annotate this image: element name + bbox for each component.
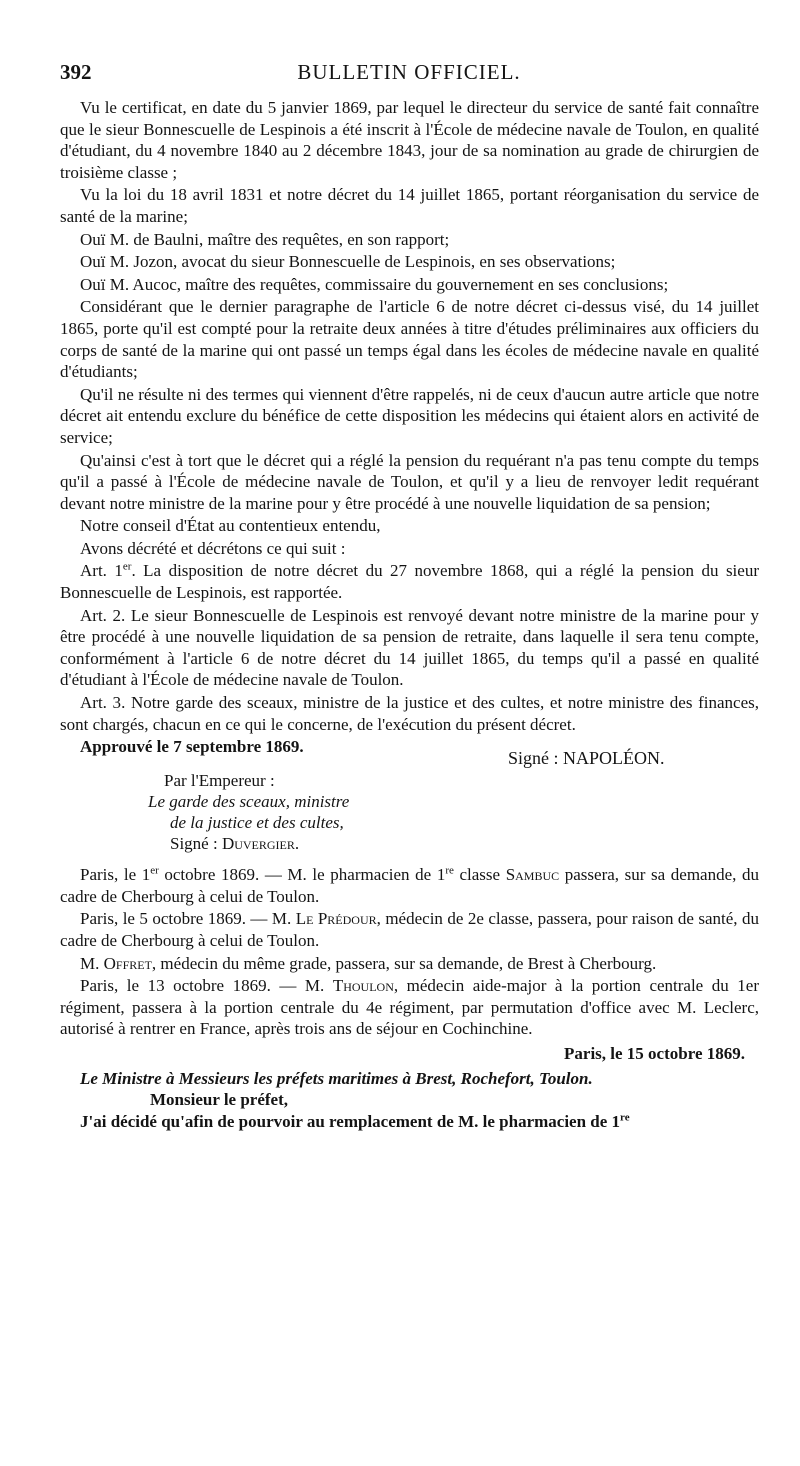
approval-line: Approuvé le 7 septembre 1869. [80, 737, 304, 757]
page-body [60, 97, 759, 1133]
paragraph: Notre conseil d'État au contentieux entendu, [80, 516, 381, 536]
notice-4 [60, 975, 759, 1040]
notice-text: M. [80, 953, 104, 973]
notice-text: , médecin aide-major à la portion centrale du 1er régiment, passera à la portion centrale du 4e régiment, par permutation d'office avec M. Leclerc, autorisé à rentrer en France, après trois ans de séjour en Cochinchine. [60, 976, 759, 1039]
officer-name: Thoulon [332, 976, 394, 996]
par-empereur: Par l'Empereur : [164, 771, 275, 791]
notice-text: passera, sur sa demande, du cadre de Cherbourg à celui de Toulon. [60, 865, 760, 906]
article-sup: er [122, 560, 132, 573]
imperial-signature: Signé : NAPOLÉON. [508, 748, 665, 769]
minister-name: Duvergier. [221, 834, 300, 854]
notice-3 [60, 953, 759, 975]
paragraph: Ouï M. Aucoc, maître des requêtes, commissaire du gouvernement en ses conclusions; [80, 274, 669, 294]
paragraph: Qu'il ne résulte ni des termes qui viennent d'être rappelés, ni de ceux d'aucun autre article que notre décret ait entendu exclure du bénéfice de cette disposition les médecins qui étaient alors en activité de service; [60, 384, 759, 447]
paragraph: Ouï M. de Baulni, maître des requêtes, en son rapport; [80, 229, 450, 249]
article-3 [60, 692, 759, 735]
minister-role-line1: Le garde des sceaux, ministre [148, 792, 350, 812]
notice-1 [60, 864, 759, 907]
signed-prefix: Signé : [170, 834, 222, 854]
letter-opening-sup: re [620, 1111, 630, 1124]
article-text: . La disposition de notre décret du 27 novembre 1868, qui a réglé la pension du sieur Bonnescuelle de Lespinois, est rapportée. [60, 561, 759, 603]
countersignature [148, 770, 448, 854]
article-2 [60, 605, 759, 691]
paragraph: Avons décrété et décrétons ce qui suit : [80, 538, 346, 558]
officer-name: Sambuc [505, 865, 560, 885]
article-text: . Le sieur Bonnescuelle de Lespinois est renvoyé devant notre ministre de la marine pour y être procédé à une nouvelle liquidation de sa pension de retraite, dans laquelle il sera tenu compte, conformément à l'article 6 de notre décret du 14 juillet 1865, du temps qu'il a passé en qualité d'étudiant à l'École de médecine navale de Toulon. [60, 605, 759, 690]
letter-date: Paris, le 15 octobre 1869. [564, 1043, 745, 1063]
page-header [60, 60, 758, 90]
paragraph: Qu'ainsi c'est à tort que le décret qui a réglé la pension du requérant n'a pas tenu compte du temps qu'il a passé à l'École de médecine navale de Toulon, et qu'il y a lieu de renvoyer ledit requérant devant notre ministre de la marine pour y être procédé à une nouvelle liquidation de sa pension; [60, 450, 759, 513]
running-title: BULLETIN OFFICIEL. [297, 60, 521, 84]
notice-text: , médecin de 2e classe, passera, pour raison de santé, du cadre de Cherbourg à celui de Toulon. [60, 909, 759, 950]
notice-text: Paris, le 5 octobre 1869. — M. [80, 909, 296, 929]
minister-signature [148, 833, 448, 854]
notice-sup: re [445, 864, 454, 877]
paragraph: Vu le certificat, en date du 5 janvier 1869, par lequel le directeur du service de santé fait connaître que le sieur Bonnescuelle de Lespinois a été inscrit à l'École de médecine navale de Toulon, en qualité d'étudiant, du 4 novembre 1840 au 2 décembre 1843, jour de sa nomination au grade de chirurgien de troisième classe ; [60, 98, 759, 182]
officer-name: Offret [103, 953, 152, 973]
signature-block [60, 736, 759, 864]
paragraph: Considérant que le dernier paragraphe de l'article 6 de notre décret ci-dessus visé, du 14 juillet 1865, porte qu'il est compté pour la retraite deux années à titre d'études préliminaires aux officiers du corps de santé de la marine qui ont passé un temps égal dans les écoles de médecine navale en qualité d'étudiants; [60, 297, 759, 382]
notice-text: , médecin du même grade, passera, sur sa demande, de Brest à Cherbourg. [151, 953, 657, 973]
letter-salutation: Monsieur le préfet, [150, 1090, 289, 1110]
notice-text: Paris, le 13 octobre 1869. — M. [80, 976, 333, 996]
minister-role-line2: de la justice et des cultes, [170, 813, 344, 833]
notice-text: classe [453, 865, 506, 885]
article-head: Art. 2 [80, 605, 122, 625]
paragraph: Vu la loi du 18 avril 1831 et notre décret du 14 juillet 1865, portant réorganisation du service de santé de la marine; [60, 185, 759, 226]
paragraph: Ouï M. Jozon, avocat du sieur Bonnescuelle de Lespinois, en ses observations; [80, 252, 616, 272]
letter-opening-text: J'ai décidé qu'afin de pourvoir au remplacement de M. le pharmacien de 1 [80, 1111, 621, 1131]
article-text: . Notre garde des sceaux, ministre de la justice et des cultes, et notre ministre des finances, sont chargés, chacun en ce qui le concerne, de l'exécution du présent décret. [60, 693, 759, 734]
article-head: Art. 3 [80, 693, 122, 713]
notice-text: octobre 1869. — M. le pharmacien de 1 [158, 865, 446, 885]
letter-addressee: Le Ministre à Messieurs les préfets maritimes à Brest, Rochefort, Toulon. [80, 1068, 593, 1088]
notice-sup: er [150, 864, 159, 877]
article-head: Art. 1 [80, 561, 123, 581]
notice-text: Paris, le 1 [80, 865, 151, 885]
page-number: 392 [60, 60, 92, 84]
letter-opening [60, 1111, 759, 1133]
article-1 [60, 560, 759, 603]
officer-name: Le Prédour [295, 909, 377, 929]
notice-2 [60, 908, 759, 951]
